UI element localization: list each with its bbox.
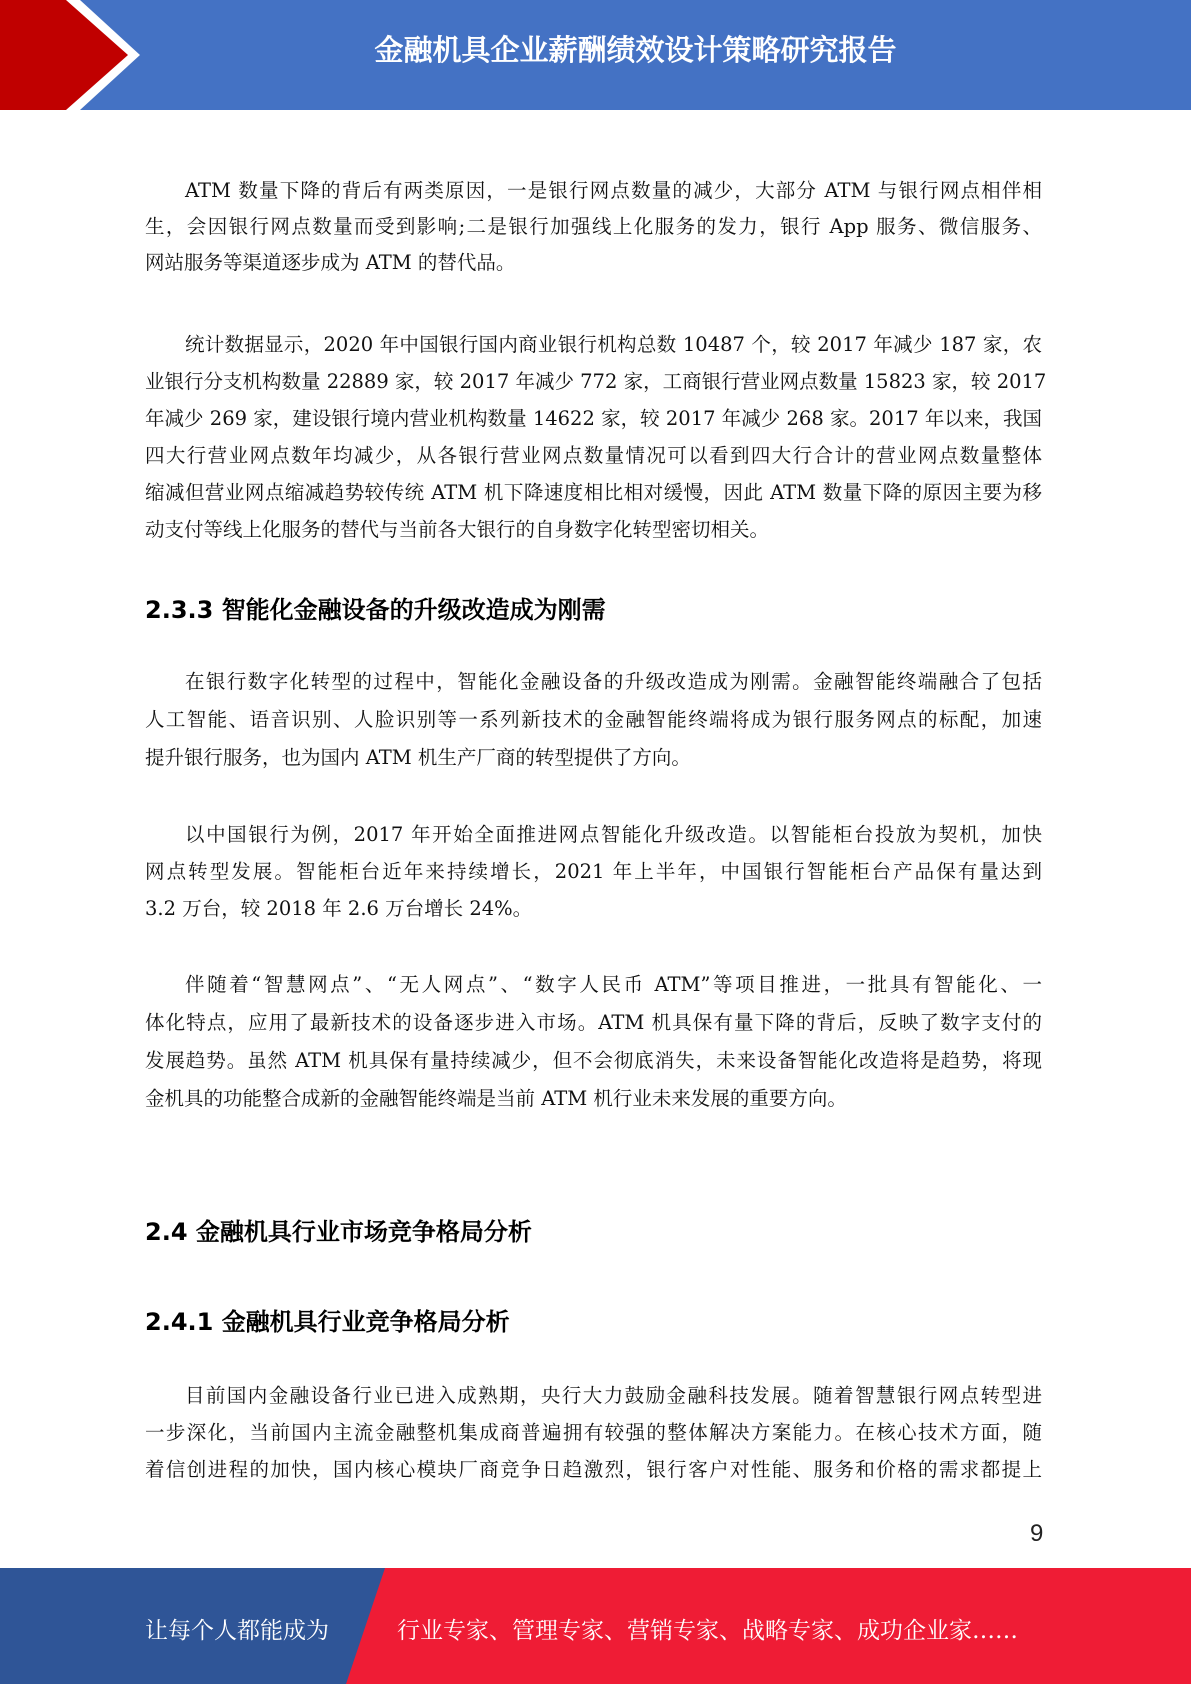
paragraph-line: 金机具的功能整合成新的金融智能终端是当前 ATM 机行业未来发展的重要方向。 [145, 1087, 847, 1110]
paragraph-line: 一步深化，当前国内主流金融整机集成商普遍拥有较强的整体解决方案能力。在核心技术方面，随 [145, 1421, 1042, 1444]
paragraph-line: 年减少 269 家，建设银行境内营业机构数量 14622 家，较 2017 年减少 268 家。2017 年以来，我国 [145, 407, 1042, 430]
report-title: 金融机具企业薪酬绩效设计策略研究报告 [374, 33, 897, 67]
page-header [0, 0, 1191, 110]
paragraph-line: 四大行营业网点数年均减少，从各银行营业网点数量情况可以看到四大行合计的营业网点数量整体 [145, 444, 1042, 467]
paragraph-line: 网点转型发展。智能柜台近年来持续增长，2021 年上半年，中国银行智能柜台产品保有量达到 [145, 860, 1042, 883]
paragraph-line: 着信创进程的加快，国内核心模块厂商竞争日趋激烈，银行客户对性能、服务和价格的需求都提上 [145, 1458, 1042, 1481]
paragraph-line: 发展趋势。虽然 ATM 机具保有量持续减少，但不会彻底消失，未来设备智能化改造将是趋势，将现 [145, 1049, 1042, 1072]
paragraph-line: 网站服务等渠道逐步成为 ATM 的替代品。 [145, 251, 516, 274]
paragraph-line: 以中国银行为例，2017 年开始全面推进网点智能化升级改造。以智能柜台投放为契机，加快 [185, 823, 1042, 846]
paragraph-line: 统计数据显示，2020 年中国银行国内商业银行机构总数 10487 个，较 2017 年减少 187 家，农 [185, 333, 1042, 356]
section-heading: 2.4 金融机具行业市场竞争格局分析 [145, 1218, 532, 1246]
section-heading: 2.4.1 金融机具行业竞争格局分析 [145, 1308, 510, 1336]
paragraph-line: 提升银行服务，也为国内 ATM 机生产厂商的转型提供了方向。 [145, 746, 691, 769]
footer-slogan-left: 让每个人都能成为 [145, 1618, 329, 1644]
section-heading: 2.3.3 智能化金融设备的升级改造成为刚需 [145, 596, 606, 624]
footer-slogan-right: 行业专家、管理专家、营销专家、战略专家、成功企业家…… [397, 1618, 1018, 1644]
paragraph-line: 缩减但营业网点缩减趋势较传统 ATM 机下降速度相比相对缓慢，因此 ATM 数量下降的原因主要为移 [145, 481, 1042, 504]
page-footer [0, 1568, 1191, 1684]
paragraph-line: 人工智能、语音识别、人脸识别等一系列新技术的金融智能终端将成为银行服务网点的标配，加速 [145, 708, 1042, 731]
paragraph-line: 3.2 万台，较 2018 年 2.6 万台增长 24%。 [145, 897, 533, 920]
paragraph-line: ATM 数量下降的背后有两类原因，一是银行网点数量的减少，大部分 ATM 与银行网点相伴相 [185, 179, 1042, 202]
paragraph-line: 在银行数字化转型的过程中，智能化金融设备的升级改造成为刚需。金融智能终端融合了包括 [185, 670, 1042, 693]
paragraph-line: 伴随着“智慧网点”、“无人网点”、“数字人民币 ATM”等项目推进，一批具有智能化、一 [185, 973, 1042, 996]
paragraph-line: 目前国内金融设备行业已进入成熟期，央行大力鼓励金融科技发展。随着智慧银行网点转型进 [185, 1384, 1042, 1407]
paragraph-line: 动支付等线上化服务的替代与当前各大银行的自身数字化转型密切相关。 [145, 518, 770, 541]
paragraph-line: 生，会因银行网点数量而受到影响;二是银行加强线上化服务的发力，银行 App 服务、微信服务、 [145, 215, 1042, 238]
page-number: 9 [1030, 1520, 1044, 1547]
paragraph-line: 业银行分支机构数量 22889 家，较 2017 年减少 772 家，工商银行营业网点数量 15823 家，较 2017 [145, 370, 1047, 393]
paragraph-line: 体化特点，应用了最新技术的设备逐步进入市场。ATM 机具保有量下降的背后，反映了数字支付的 [145, 1011, 1042, 1034]
